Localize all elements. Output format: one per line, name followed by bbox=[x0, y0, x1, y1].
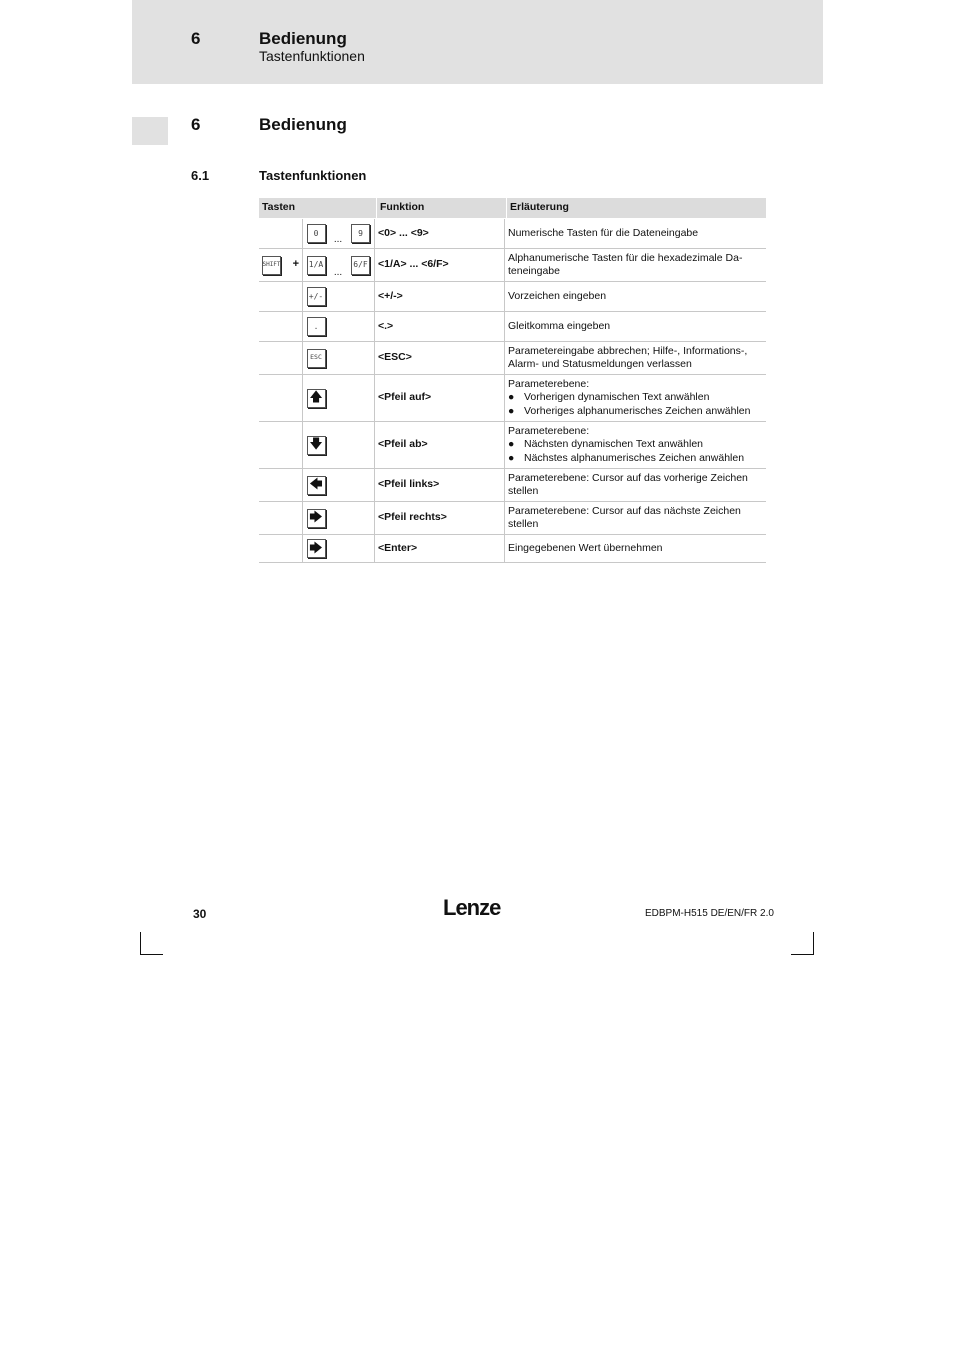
document-reference: EDBPM-H515 DE/EN/FR 2.0 bbox=[645, 908, 774, 919]
crop-mark-left-vertical bbox=[140, 932, 141, 955]
header-erlaeuterung: Erläuterung bbox=[510, 201, 569, 214]
function-cell: <Pfeil rechts> bbox=[375, 502, 505, 534]
table-row bbox=[259, 502, 766, 535]
description-cell: Vorzeichen eingeben bbox=[508, 289, 607, 302]
table-row bbox=[259, 282, 766, 312]
key-0-icon: 0 bbox=[307, 224, 326, 243]
plus-sign: + bbox=[292, 258, 299, 271]
bullet-glyph: ● bbox=[508, 451, 515, 464]
table-row bbox=[259, 535, 766, 563]
table-row bbox=[259, 422, 766, 469]
ellipsis: ... bbox=[333, 233, 343, 245]
bullet-item: ● Nächsten dynamischen Text anwählen bbox=[508, 438, 703, 451]
bullet-item: ● Vorherigen dynamischen Text anwählen bbox=[508, 391, 710, 404]
crop-mark-right-vertical bbox=[813, 932, 814, 955]
arrow-right-icon: 🡆 bbox=[307, 509, 326, 528]
table-row bbox=[259, 469, 766, 502]
decimal-point-key-icon: . bbox=[307, 317, 326, 336]
subsection-title: Tastenfunktionen bbox=[259, 168, 367, 183]
plus-minus-key-icon: +/- bbox=[307, 287, 326, 306]
description-cell: Gleitkomma eingeben bbox=[508, 319, 611, 332]
function-cell: <Pfeil links> bbox=[375, 469, 505, 501]
arrow-up-icon: 🡅 bbox=[307, 389, 326, 408]
description-intro: Parameterebene: bbox=[508, 377, 590, 390]
table-row bbox=[259, 312, 766, 342]
arrow-left-icon: 🡄 bbox=[307, 476, 326, 495]
description-cell: Parameterebene: Cursor auf das nächste Zeichen stellen bbox=[508, 504, 741, 530]
ellipsis: ... bbox=[333, 266, 343, 278]
function-cell: <ESC> bbox=[375, 342, 505, 374]
function-cell: <0> ... <9> bbox=[375, 219, 505, 248]
key-6f-icon: 6/F bbox=[351, 256, 370, 275]
header-subtitle: Tastenfunktionen bbox=[259, 48, 365, 64]
description-cell: Parameterebene: Cursor auf das vorherige Zeichen stellen bbox=[508, 471, 748, 497]
table-header-row bbox=[259, 198, 766, 219]
description-cell: Eingegebenen Wert übernehmen bbox=[508, 541, 663, 554]
bullet-item: ● Nächstes alphanumerisches Zeichen anwählen bbox=[508, 451, 745, 464]
bullet-glyph: ● bbox=[508, 438, 515, 451]
arrow-down-icon: 🡇 bbox=[307, 436, 326, 455]
section-number: 6 bbox=[191, 115, 201, 134]
shift-key-icon: SHIFT bbox=[262, 256, 281, 275]
crop-mark-left-horizontal bbox=[140, 954, 163, 955]
section-title: Bedienung bbox=[259, 115, 347, 134]
header-band bbox=[132, 0, 823, 84]
bullet-item: ● Vorheriges alphanumerisches Zeichen anwählen bbox=[508, 404, 751, 417]
header-chapter-number: 6 bbox=[191, 29, 201, 48]
crop-mark-right-horizontal bbox=[791, 954, 814, 955]
description-cell: Numerische Tasten für die Dateneingabe bbox=[508, 226, 699, 239]
key-1a-icon: 1/A bbox=[307, 256, 326, 275]
table-row bbox=[259, 219, 766, 249]
table-row bbox=[259, 249, 766, 282]
function-cell: <+/-> bbox=[375, 282, 505, 311]
subsection-number: 6.1 bbox=[191, 168, 210, 183]
header-funktion: Funktion bbox=[377, 198, 507, 218]
description-intro: Parameterebene: bbox=[508, 424, 590, 437]
function-cell: <1/A> ... <6/F> bbox=[375, 249, 505, 281]
lenze-logo: Lenze bbox=[443, 895, 501, 920]
header-chapter-title: Bedienung bbox=[259, 29, 347, 48]
description-cell: Alphanumerische Tasten für die hexadezimale Da-teneingabe bbox=[508, 251, 743, 277]
key-9-icon: 9 bbox=[351, 224, 370, 243]
bullet-glyph: ● bbox=[508, 391, 515, 404]
header-tasten: Tasten bbox=[259, 198, 377, 218]
page-number: 30 bbox=[193, 907, 207, 921]
table-row bbox=[259, 375, 766, 422]
function-cell: <.> bbox=[375, 312, 505, 341]
key-function-table bbox=[259, 198, 766, 563]
function-cell: <Enter> bbox=[375, 535, 505, 562]
enter-arrow-icon: 🡆 bbox=[307, 539, 326, 558]
bullet-glyph: ● bbox=[508, 404, 515, 417]
esc-key-icon: ESC bbox=[307, 349, 326, 368]
side-tab-marker bbox=[132, 117, 168, 145]
table-row bbox=[259, 342, 766, 375]
function-cell: <Pfeil ab> bbox=[375, 422, 505, 468]
function-cell: <Pfeil auf> bbox=[375, 375, 505, 421]
description-cell: Parametereingabe abbrechen; Hilfe-, Informations-, Alarm- und Statusmeldungen verlassen bbox=[508, 344, 748, 370]
